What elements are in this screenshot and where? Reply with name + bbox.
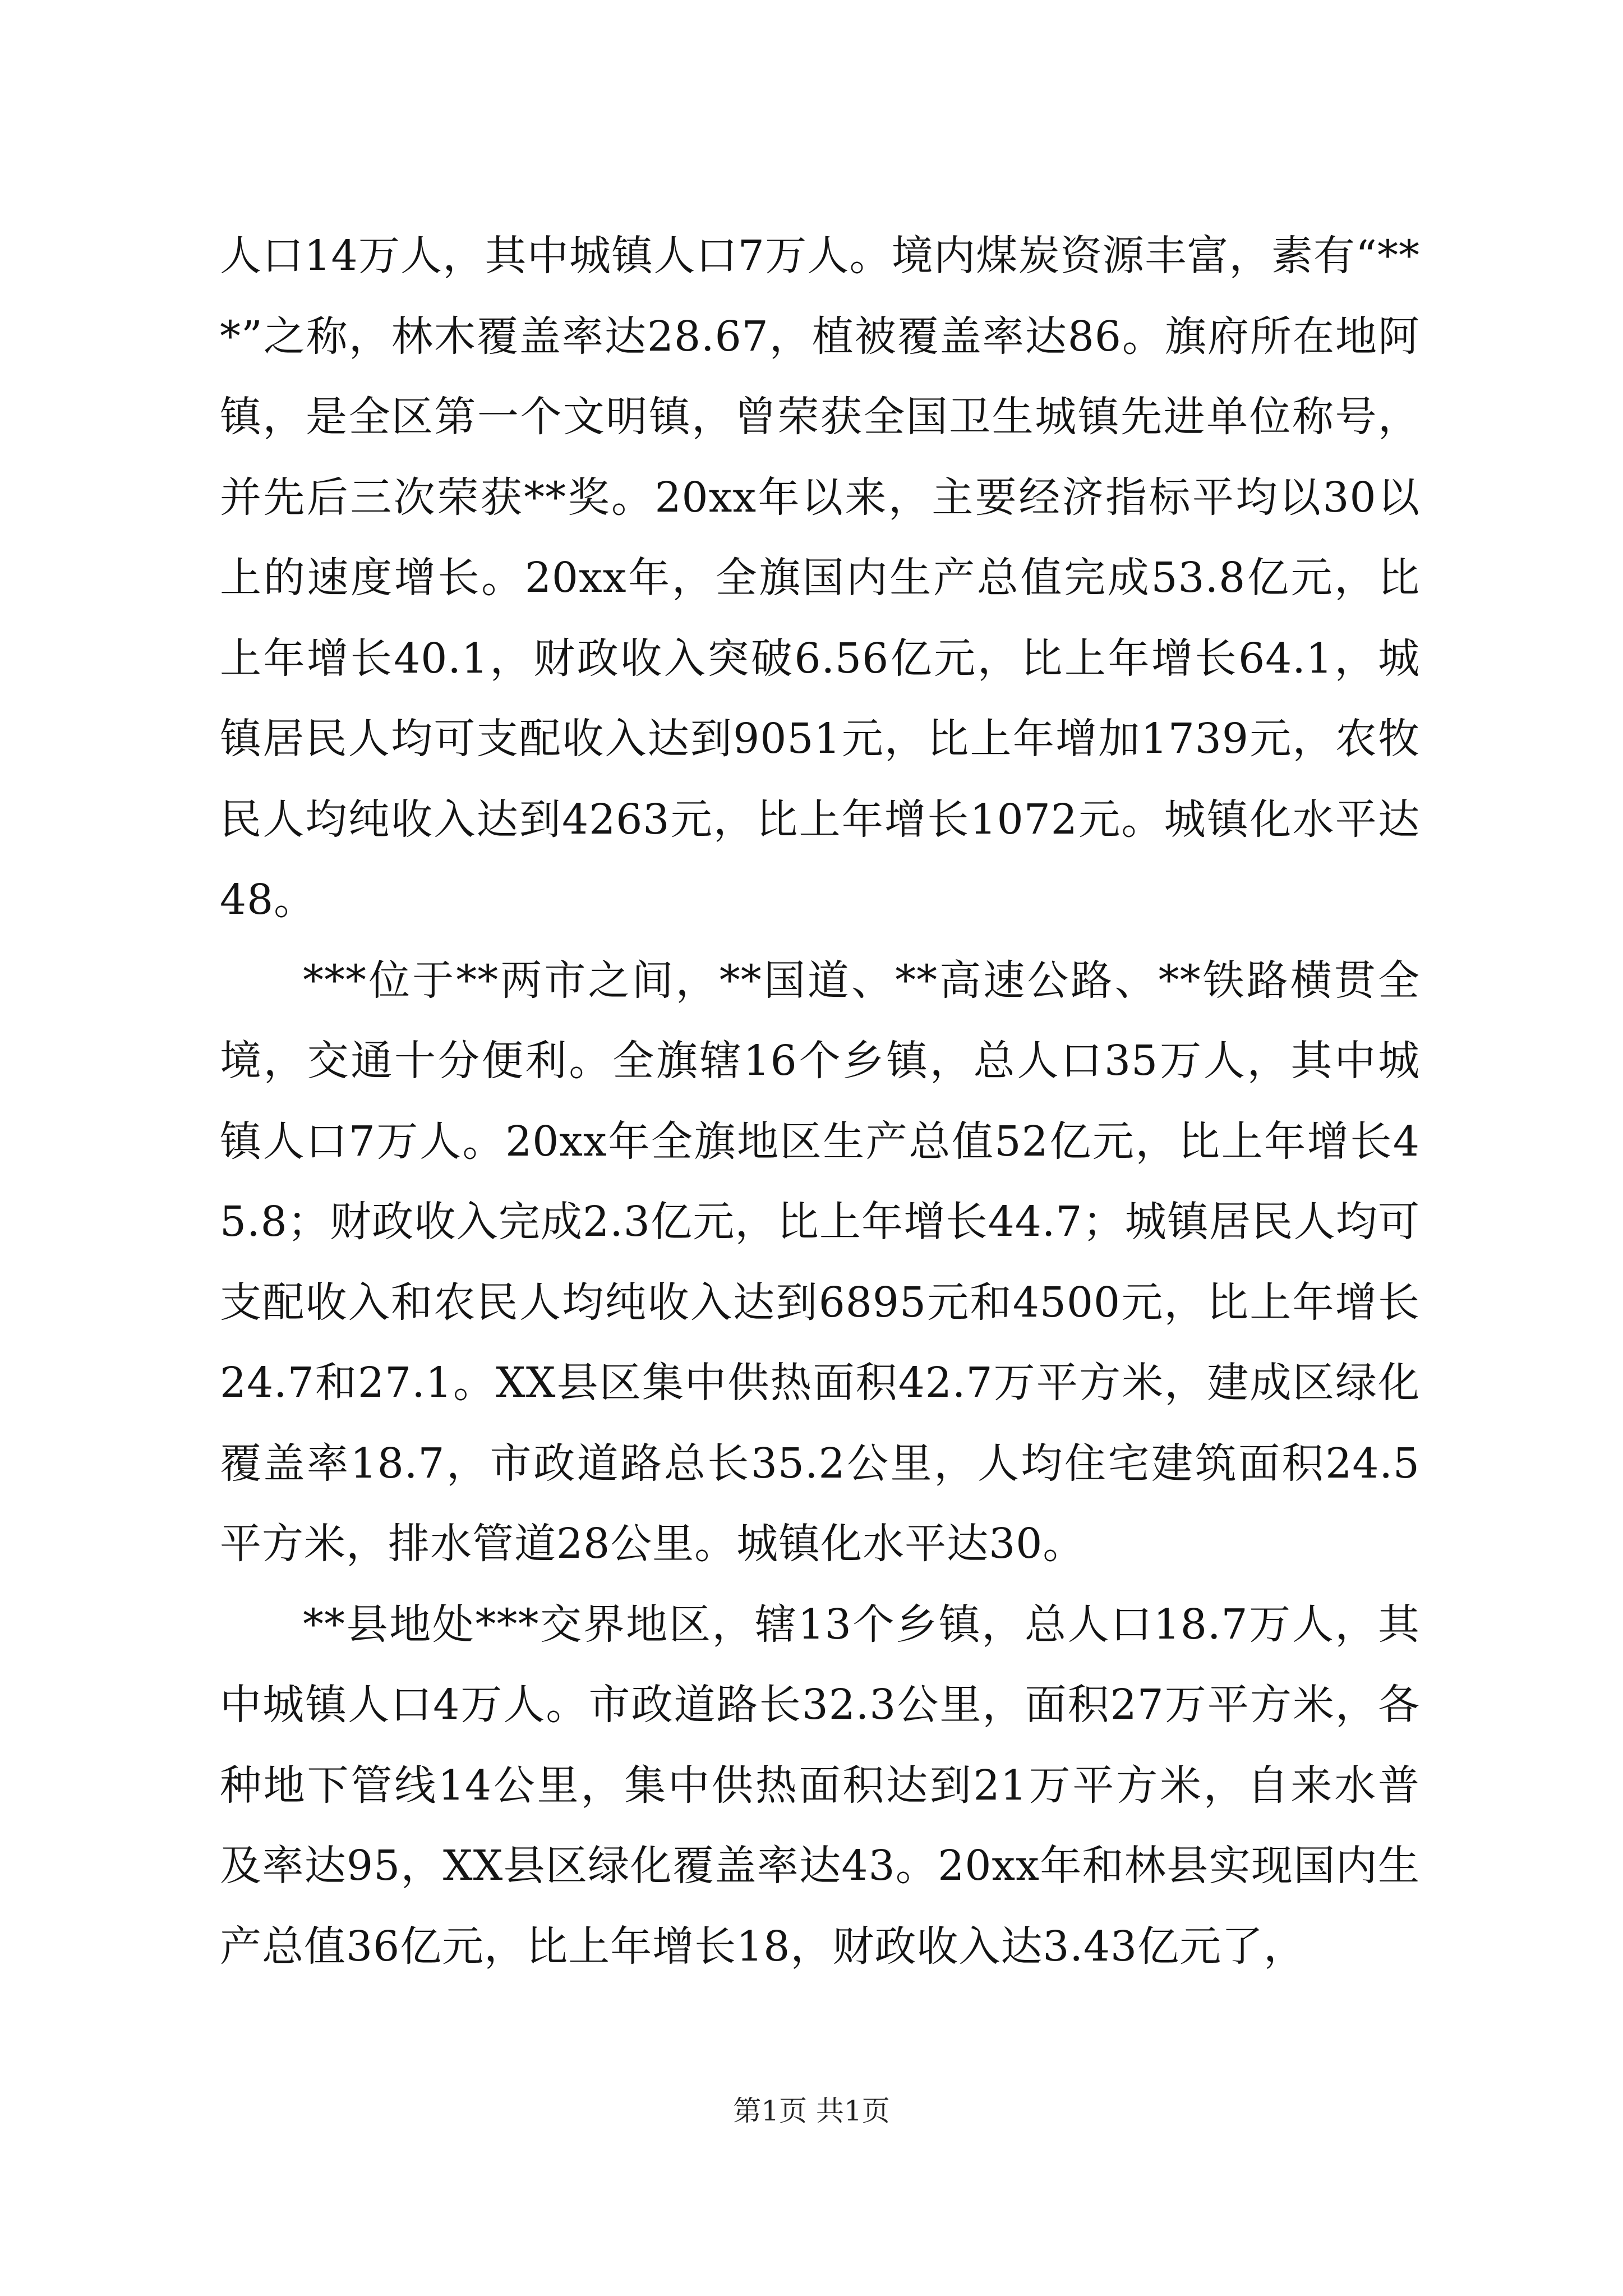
paragraph-2: ***位于**两市之间，**国道、**高速公路、**铁路横贯全境，交通十分便利。全旗辖16个乡镇，总人口35万人，其中城镇人口7万人。20xx年全旗地区生产总值52亿元，比上年增长45.8；财政收入完成2.3亿元，比上年增长44.7；城镇居民人均可支配收入和农民人均纯收入达到6895元和4500元，比上年增长24.7和27.1。XX县区集中供热面积42.7万平方米，建成区绿化覆盖率18.7，市政道路总长35.2公里，人均住宅建筑面积24.5平方米，排水管道28公里。城镇化水平达30。 [220,956,1420,1568]
paragraph-1: 人口14万人，其中城镇人口7万人。境内煤炭资源丰富，素有“***”之称，林木覆盖率达28.67，植被覆盖率达86。旗府所在地阿镇，是全区第一个文明镇，曾荣获全国卫生城镇先进单位称号，并先后三次荣获**奖。20xx年以来，主要经济指标平均以30以上的速度增长。20xx年，全旗国内生产总值完成53.8亿元，比上年增长40.1，财政收入突破6.56亿元，比上年增长64.1，城镇居民人均可支配收入达到9051元，比上年增加1739元，农牧民人均纯收入达到4263元，比上年增长1072元。城镇化水平达48。 [220,232,1420,924]
page-footer: 第1页 共1页 [733,2095,890,2127]
paragraph-3: **县地处***交界地区，辖13个乡镇，总人口18.7万人，其中城镇人口4万人。市政道路长32.3公里，面积27万平方米，各种地下管线14公里，集中供热面积达到21万平方米，自来水普及率达95，XX县区绿化覆盖率达43。20xx年和林县实现国内生产总值36亿元，比上年增长18，财政收入达3.43亿元了， [220,1600,1420,1971]
document-body [220,216,1420,1987]
